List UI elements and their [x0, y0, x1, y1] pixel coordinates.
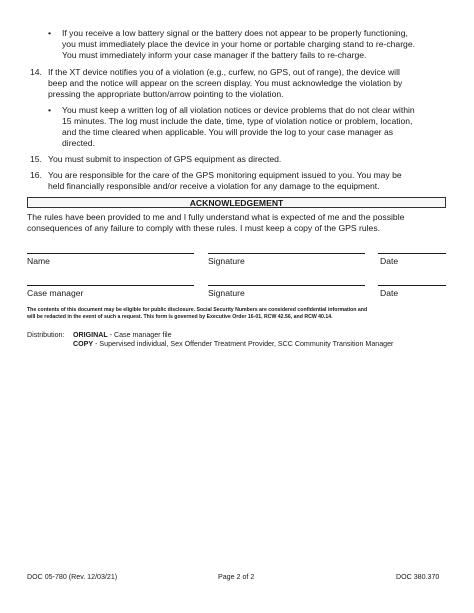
rule-13-bullet-battery: [48, 28, 458, 61]
distribution-copy: [73, 340, 463, 349]
footer-page-number: Page 2 of 2: [218, 573, 255, 581]
rule-line: You must keep a written log of all violation notices or device problems that do not clear within: [62, 105, 415, 115]
rule-number-15: 15.: [30, 154, 42, 164]
rule-number-16: 16.: [30, 170, 42, 180]
acknowledgement-line: The rules have been provided to me and I fully understand what is expected of me and the possible: [27, 212, 405, 222]
acknowledgement-text: [27, 212, 457, 234]
rule-line: you must immediately place the device in your home or portable charging stand to re-charge.: [62, 39, 416, 49]
rule-line: pressing the appropriate button/arrow pointing to the violation.: [48, 89, 284, 99]
case-manager-signature-label: Signature: [208, 288, 245, 298]
case-manager-signature-line[interactable]: [27, 285, 194, 286]
rule-line: held financially responsible and/or receive a violation for any damage to the equipment.: [48, 181, 380, 191]
signature-line[interactable]: [208, 253, 365, 254]
case-manager-date-label: Date: [380, 288, 399, 298]
disclosure-line: The contents of this document may be eligible for public disclosure. Social Security Numbers are considered confidential information and: [27, 307, 368, 313]
rule-line: If the XT device notifies you of a violation (e.g., curfew, no GPS, out of range), the device will: [48, 67, 400, 77]
bullet-icon: •: [48, 105, 52, 115]
rule-line: beep and the notice will appear on the screen display. You must acknowledge the violation by: [48, 78, 403, 88]
distribution-original-label: ORIGINAL: [73, 331, 108, 339]
rule-line: directed.: [62, 138, 95, 148]
footer-doc-policy: DOC 380.370: [396, 573, 440, 581]
signature-label: Signature: [208, 256, 245, 266]
disclosure-notice: [27, 307, 451, 321]
acknowledgement-line: consequences of any failure to comply with these rules. I must keep a copy of the GPS rules.: [27, 223, 381, 233]
rule-line: 15 minutes. The log must include the date, time, type of violation notice or problem, location,: [62, 116, 413, 126]
rule-line: If you receive a low battery signal or the battery does not appear to be properly functioning,: [62, 28, 408, 38]
acknowledgement-heading: ACKNOWLEDGEMENT: [27, 197, 446, 208]
case-manager-label: Case manager: [27, 288, 84, 298]
rule-number-14: 14.: [30, 67, 42, 77]
distribution-copy-label: COPY: [73, 340, 94, 348]
rule-line: You are responsible for the care of the GPS monitoring equipment issued to you. You may be: [48, 170, 402, 180]
date-label: Date: [380, 256, 399, 266]
rule-15-text: [48, 154, 458, 165]
bullet-icon: •: [48, 28, 52, 38]
distribution-original: [73, 331, 453, 340]
name-signature-line[interactable]: [27, 253, 194, 254]
case-manager-sig-line[interactable]: [208, 285, 365, 286]
rule-line: and the time cleared when applicable. You will provide the log to your case manager as: [62, 127, 394, 137]
rule-14-bullet-log: [48, 105, 458, 149]
rule-line: You must submit to inspection of GPS equipment as directed.: [48, 154, 282, 164]
distribution-original-text: - Case manager file: [107, 331, 172, 339]
distribution-copy-text: - Supervised individual, Sex Offender Treatment Provider, SCC Community Transition Manager: [93, 340, 394, 348]
disclosure-line: will be redacted in the event of such a request. This form is governed by Executive Order 16-01, RCW 42.56, and RCW 40.14.: [27, 314, 333, 320]
rule-14-text: [48, 67, 458, 100]
date-line[interactable]: [378, 253, 446, 254]
rule-16-text: [48, 170, 458, 192]
footer-form-number: DOC 05-780 (Rev. 12/03/21): [27, 573, 118, 581]
name-label: Name: [27, 256, 50, 266]
rule-line: You must immediately inform your case manager if the battery fails to re-charge.: [62, 50, 367, 60]
distribution-label: Distribution:: [27, 331, 65, 339]
case-manager-date-line[interactable]: [378, 285, 446, 286]
